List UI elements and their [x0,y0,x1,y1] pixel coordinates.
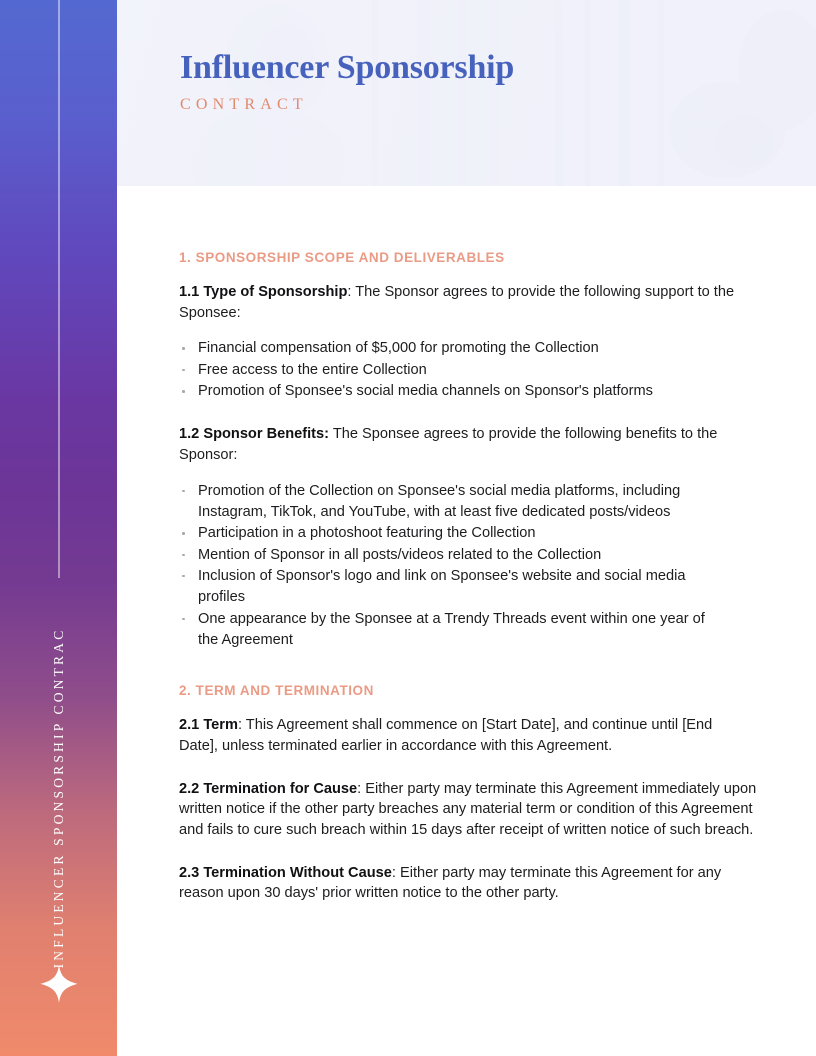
clause-2-1-label: 2.1 Term [179,717,238,734]
header-text-block [180,50,514,114]
clause-2-3 [179,863,761,904]
four-point-sparkle-icon [39,964,79,1004]
list-item: Participation in a photoshoot featuring the Collection [179,523,727,544]
clause-1-1-bullet-list [179,338,769,402]
document-body [179,186,769,904]
clause-1-1-label: 1.1 Type of Sponsorship [179,284,348,300]
clause-2-2-label: 2.2 Termination for Cause [179,780,358,797]
list-item: Mention of Sponsor in all posts/videos related to the Collection [179,545,727,566]
clause-2-2 [179,779,761,841]
list-item: Inclusion of Sponsor's logo and link on Sponsee's website and social media profiles [179,566,727,609]
clause-2-3-text: : Either party may terminate this Agreement for any reason upon 30 days' prior written notice to the other party. [179,864,722,902]
list-item: Free access to the entire Collection [179,360,741,381]
list-item: Financial compensation of $5,000 for promoting the Collection [179,338,741,359]
section-heading-sponsorship-scope: 1. SPONSORSHIP SCOPE AND DELIVERABLES [179,250,505,265]
clause-1-1-text: : The Sponsor agrees to provide the following support to the Sponsee: [179,284,735,321]
clause-1-1 [179,282,747,323]
clause-1-2-bullet-list [179,481,769,651]
clause-1-2-text: The Sponsee agrees to provide the following benefits to the Sponsor: [179,426,718,464]
section-heading-term-and-termination: 2. TERM AND TERMINATION [179,683,374,699]
list-item: Promotion of Sponsee's social media channels on Sponsor's platforms [179,381,741,402]
list-item: Promotion of the Collection on Sponsee's social media platforms, including Instagram, TikTok, and YouTube, with at least five dedicated posts/videos [179,481,727,524]
clause-2-3-label: 2.3 Termination Without Cause [179,864,392,881]
clause-2-2-text: : Either party may terminate this Agreement immediately upon written notice if the other party breaches any material term or condition of this Agreement and fails to cure such breach within 15 days after receipt of written notice of such breach. [179,780,757,839]
gradient-sidebar [0,0,117,1056]
list-item: One appearance by the Sponsee at a Trendy Threads event within one year of the Agreement [179,609,727,652]
page-title: Influencer Sponsorship [180,49,515,86]
clause-1-2-label: 1.2 Sponsor Benefits: [179,426,330,443]
document-header-band [117,0,816,186]
sidebar-vertical-label: INFLUENCER SPONSORSHIP CONTRAC [50,627,66,969]
clause-2-1-text: : This Agreement shall commence on [Start Date], and continue until [End Date], unless terminated earlier in accordance with this Agreement. [179,717,713,754]
clause-1-2 [179,424,761,465]
page-subtitle: CONTRACT [180,95,308,113]
clause-2-1 [179,715,747,756]
sidebar-vertical-label-wrap [0,0,117,1056]
